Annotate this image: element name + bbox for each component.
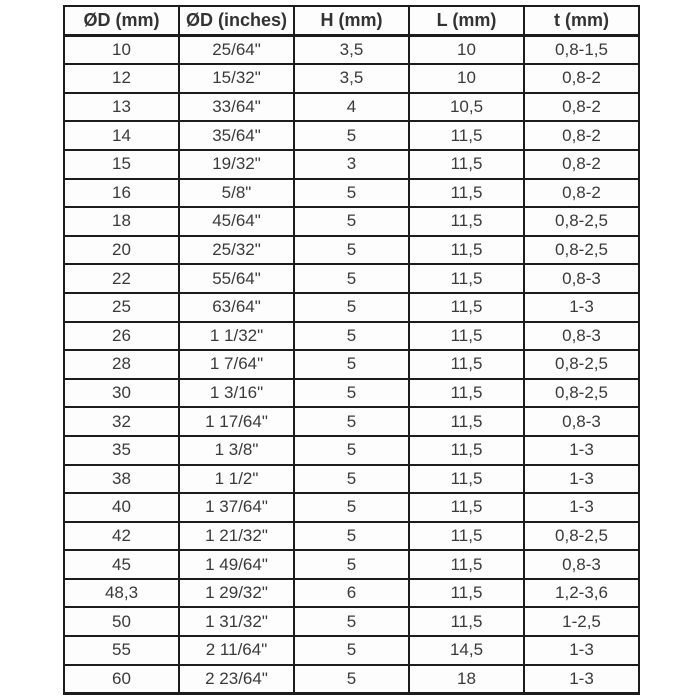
table-cell: 11,5 [409,465,524,494]
table-row [64,293,639,322]
table-cell: 5 [294,550,409,579]
column-header: H (mm) [294,6,409,35]
table-cell: 10 [64,35,179,64]
table-cell: 11,5 [409,264,524,293]
table-cell: 10 [409,35,524,64]
table-cell: 55/64" [179,264,294,293]
column-header: L (mm) [409,6,524,35]
table-cell: 30 [64,379,179,408]
table-cell: 11,5 [409,522,524,551]
dimensions-table [63,5,640,695]
table-cell: 13 [64,93,179,122]
table-cell: 42 [64,522,179,551]
table-cell: 26 [64,322,179,351]
table-cell: 5 [294,121,409,150]
table-cell: 0,8-2,5 [524,236,639,265]
table-row [64,121,639,150]
table-row [64,350,639,379]
table-cell: 48,3 [64,579,179,608]
table-cell: 1 29/32" [179,579,294,608]
table-cell: 11,5 [409,293,524,322]
table-cell: 45/64" [179,207,294,236]
table-row [64,407,639,436]
table-cell: 4 [294,93,409,122]
column-header: ØD (inches) [179,6,294,35]
table-cell: 0,8-2 [524,121,639,150]
table-row [64,264,639,293]
table-cell: 5 [294,636,409,665]
table-cell: 0,8-2,5 [524,350,639,379]
table-cell: 5 [294,236,409,265]
table-cell: 1-3 [524,293,639,322]
table-cell: 1-3 [524,465,639,494]
table-cell: 0,8-3 [524,322,639,351]
table-cell: 0,8-2 [524,64,639,93]
table-cell: 5 [294,264,409,293]
table-cell: 55 [64,636,179,665]
table-cell: 0,8-2 [524,93,639,122]
table-cell: 2 11/64" [179,636,294,665]
column-header: t (mm) [524,6,639,35]
table-cell: 11,5 [409,236,524,265]
table-cell: 11,5 [409,207,524,236]
table-cell: 11,5 [409,493,524,522]
table-cell: 35 [64,436,179,465]
table-cell: 5 [294,179,409,208]
table-cell: 1 1/2" [179,465,294,494]
table-row [64,322,639,351]
table-cell: 0,8-2,5 [524,379,639,408]
table-row [64,64,639,93]
table-body [64,35,639,694]
table-cell: 5 [294,493,409,522]
table-cell: 60 [64,665,179,694]
table-cell: 1 3/8" [179,436,294,465]
table-cell: 11,5 [409,350,524,379]
table-cell: 0,8-3 [524,550,639,579]
table-cell: 28 [64,350,179,379]
table-cell: 1-3 [524,436,639,465]
table-cell: 5 [294,207,409,236]
table-cell: 14,5 [409,636,524,665]
table-cell: 11,5 [409,607,524,636]
table-cell: 1-3 [524,493,639,522]
table-row [64,636,639,665]
table-cell: 25/32" [179,236,294,265]
table-cell: 1 3/16" [179,379,294,408]
table-cell: 10,5 [409,93,524,122]
table-row [64,179,639,208]
table-row [64,236,639,265]
table-cell: 18 [64,207,179,236]
table-row [64,607,639,636]
table-cell: 5 [294,465,409,494]
table-cell: 63/64" [179,293,294,322]
table-cell: 11,5 [409,379,524,408]
table-cell: 0,8-2,5 [524,207,639,236]
table-cell: 1,2-3,6 [524,579,639,608]
table-cell: 1 1/32" [179,322,294,351]
table-row [64,665,639,694]
table-cell: 1 31/32" [179,607,294,636]
table-cell: 0,8-3 [524,407,639,436]
table-cell: 0,8-3 [524,264,639,293]
table-row [64,436,639,465]
table-cell: 16 [64,179,179,208]
table-cell: 1-2,5 [524,607,639,636]
table-cell: 10 [409,64,524,93]
table-cell: 15/32" [179,64,294,93]
table-cell: 5 [294,379,409,408]
table-cell: 50 [64,607,179,636]
table-cell: 45 [64,550,179,579]
table-cell: 35/64" [179,121,294,150]
table-cell: 18 [409,665,524,694]
table-cell: 1 21/32" [179,522,294,551]
table-row [64,35,639,64]
table-row [64,379,639,408]
table-cell: 12 [64,64,179,93]
table-cell: 5 [294,665,409,694]
table-cell: 0,8-2 [524,150,639,179]
table-cell: 11,5 [409,150,524,179]
table-cell: 33/64" [179,93,294,122]
table-cell: 15 [64,150,179,179]
table-row [64,522,639,551]
table-cell: 5 [294,522,409,551]
table-cell: 32 [64,407,179,436]
table-cell: 1-3 [524,665,639,694]
table-cell: 1 37/64" [179,493,294,522]
table-row [64,207,639,236]
table-cell: 1 7/64" [179,350,294,379]
table-cell: 5 [294,607,409,636]
header-row [64,6,639,35]
table-cell: 2 23/64" [179,665,294,694]
table-row [64,493,639,522]
table-cell: 25 [64,293,179,322]
table-cell: 5 [294,436,409,465]
table-cell: 0,8-2,5 [524,522,639,551]
table-cell: 38 [64,465,179,494]
table-cell: 0,8-2 [524,179,639,208]
table-cell: 1 17/64" [179,407,294,436]
table-cell: 0,8-1,5 [524,35,639,64]
column-header: ØD (mm) [64,6,179,35]
table-row [64,465,639,494]
table-cell: 5 [294,293,409,322]
table-cell: 11,5 [409,179,524,208]
table-header [64,6,639,35]
table-cell: 3,5 [294,64,409,93]
table-cell: 1-3 [524,636,639,665]
table-cell: 11,5 [409,436,524,465]
table-cell: 11,5 [409,322,524,351]
table-cell: 19/32" [179,150,294,179]
table-row [64,93,639,122]
table-cell: 11,5 [409,550,524,579]
table-cell: 22 [64,264,179,293]
table-cell: 25/64" [179,35,294,64]
table-cell: 14 [64,121,179,150]
table-cell: 1 49/64" [179,550,294,579]
table-cell: 40 [64,493,179,522]
table-cell: 3,5 [294,35,409,64]
table-row [64,579,639,608]
table-cell: 3 [294,150,409,179]
table-cell: 11,5 [409,407,524,436]
table-cell: 20 [64,236,179,265]
table-cell: 5/8" [179,179,294,208]
table-cell: 5 [294,407,409,436]
table-cell: 11,5 [409,121,524,150]
table-row [64,150,639,179]
table-row [64,550,639,579]
table-cell: 5 [294,350,409,379]
table-cell: 11,5 [409,579,524,608]
table-cell: 5 [294,322,409,351]
table-cell: 6 [294,579,409,608]
